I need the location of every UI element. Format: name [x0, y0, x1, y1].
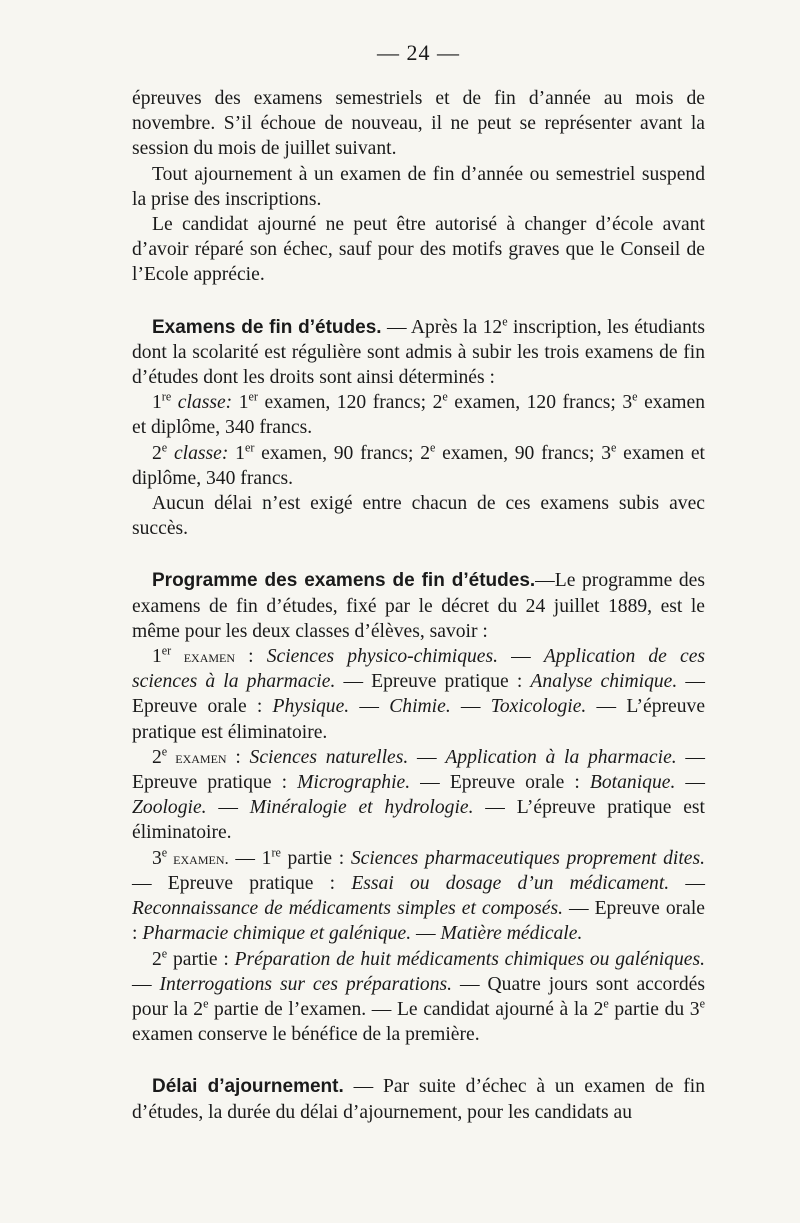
paragraph-reexamination: épreuves des examens semestriels et de fin d’année au mois de novembre. S’il échoue de nouveau, il ne peut se représenter avant la session du mois de juillet suivant.	[132, 88, 705, 160]
programme-second-exam: 2e examen : Sciences naturelles. — Application à la pharmacie. — Epreuve pratique : Micrographie. — Epreuve orale : Botanique. — Zoologie. — Minéralogie et hydrologie. — L’épreuve pratique est éliminatoire.	[132, 744, 705, 844]
page-number: — 24 —	[377, 40, 460, 65]
paragraph-no-delay: Aucun délai n’est exigé entre chacun de ces examens subis avec succès.	[132, 493, 705, 540]
paragraph-adjournment-suspends: Tout ajournement à un examen de fin d’année ou semestriel suspend la prise des inscriptions.	[132, 163, 705, 210]
section-examens-fin-etudes: Examens de fin d’études. — Après la 12e inscription, les étudiants dont la scolarité est régulière sont admis à subir les trois examens de fin d’études dont les droits sont ainsi déterminés :	[132, 314, 705, 389]
programme-first-exam: 1er examen : Sciences physico-chimiques. — Application de ces sciences à la pharmacie. — Epreuve pratique : Analyse chimique. — Epreuve orale : Physique. — Chimie. — Toxicologie. — L’épreuve pratique est éliminatoire.	[132, 643, 706, 743]
section-heading: Examens de fin d’études.	[152, 316, 382, 338]
section-programme: Programme des examens de fin d’études.—Le programme des examens de fin d’études, fixé par le décret du 24 juillet 1889, est le même pour les deux classes d’élèves, savoir :	[132, 570, 705, 642]
programme-third-exam-part-one: 3e examen. — 1re partie : Sciences pharmaceutiques proprement dites. — Epreuve pratique : Essai ou dosage d’un médicament. — Reconnaissance de médicaments simples et composés. — Epreuve orale : Pharmacie chimique et galénique. — Matière médicale.	[132, 845, 706, 945]
paragraph-change-school: Le candidat ajourné ne peut être autorisé à changer d’école avant d’avoir réparé son échec, sauf pour des motifs graves que le Conseil de l’Ecole apprécie.	[132, 214, 705, 286]
section-heading: Délai d’ajournement.	[152, 1076, 344, 1098]
section-delai-ajournement: Délai d’ajournement. — Par suite d’échec à un examen de fin d’études, la durée du délai d’ajournement, pour les candidats au	[132, 1076, 706, 1123]
fees-second-class: 2e classe: 1er examen, 90 francs; 2e examen, 90 francs; 3e examen et diplôme, 340 francs.	[132, 440, 705, 489]
fees-first-class: 1re classe: 1er examen, 120 francs; 2e examen, 120 francs; 3e examen et diplôme, 340 francs.	[132, 389, 706, 439]
programme-third-exam-part-two: 2e partie : Préparation de huit médicaments chimiques ou galéniques. — Interrogations sur ces préparations. — Quatre jours sont accordés pour la 2e partie de l’examen. — Le candidat ajourné à la 2e partie du 3e examen conserve le bénéfice de la première.	[132, 945, 705, 1046]
section-heading: Programme des examens de fin d’études.	[152, 570, 536, 592]
